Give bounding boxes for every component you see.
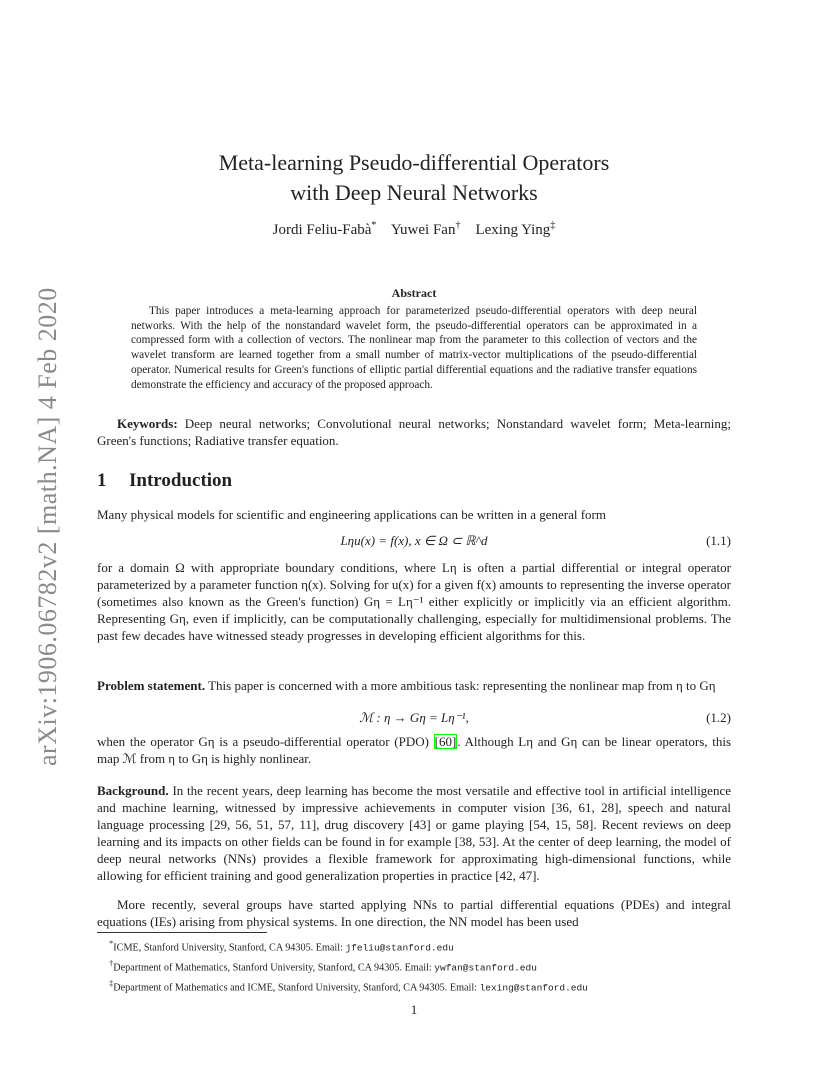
abstract-heading: Abstract (391, 286, 437, 300)
equation-body: Lηu(x) = f(x), x ∈ Ω ⊂ ℝ^d (340, 533, 488, 548)
footnote-mark: * (109, 938, 114, 948)
intro-paragraph-2: for a domain Ω with appropriate boundary conditions, where Lη is often a partial differential or integral operator parameterized by a parameter function η(x). Solving for u(x) for a given f(x) amounts to representing the inverse operator (sometimes also known as the Green's function) Gη = Lη⁻¹ either explicitly or implicitly via an efficient algorithm. Representing Gη, even if implicitly, can be computationally challenging, especially for multidimensional problems. The past few decades have witnessed steady progresses in developing efficient algorithms for this. (97, 560, 731, 643)
author-name: Lexing Ying (475, 222, 551, 238)
footnote (97, 976, 737, 996)
background-paragraph (97, 782, 731, 884)
author-mark: * (371, 220, 377, 231)
footnote-text: ICME, Stanford University, Stanford, CA 94305. Email: (113, 942, 346, 954)
page-number: 1 (410, 1002, 418, 1017)
text-run: . Although Lη and Gη can be linear operators, this map ℳ from η to Gη is highly nonlinear. (97, 734, 731, 766)
footnote-mark: † (109, 957, 114, 968)
equation-number: (1.2) (706, 710, 731, 725)
keywords-text: Deep neural networks; Convolutional neural networks; Nonstandard wavelet form; Meta-learning; Green's functions; Radiative transfer equation. (97, 416, 732, 448)
arxiv-identifier: arXiv:1906.06782v2 [math.NA] 4 Feb 2020 (33, 287, 62, 766)
author-mark: ‡ (550, 220, 556, 231)
problem-statement-text: This paper is concerned with a more ambitious task: representing the nonlinear map from η to Gη (208, 678, 716, 693)
paper-title (0, 148, 828, 208)
footnotes (97, 936, 737, 996)
equation-number: (1.1) (706, 533, 731, 548)
section-title: Introduction (129, 470, 233, 491)
background-label: Background. (97, 783, 169, 798)
problem-statement-paragraph (97, 677, 731, 694)
keywords-label: Keywords: (117, 416, 178, 431)
footnote (97, 936, 737, 956)
section-heading (97, 470, 731, 492)
footnote-text: Department of Mathematics, Stanford University, Stanford, CA 94305. Email: (113, 962, 435, 974)
background-text: In the recent years, deep learning has become the most versatile and effective tool in artificial intelligence and machine learning, witnessed by impressive achievements in computer vision [36, 61, 28], speech and natural language processing [29, 56, 51, 57, 11], drug discovery [43] or game playing [54, 15, 58]. Recent reviews on deep learning and its impacts on other fields can be found in for example [38, 53]. At the center of deep learning, the model of deep neural networks (NNs) provides a flexible framework for approximating high-dimensional functions, while allowing for efficient training and good generalization properties in practice [42, 47]. (97, 783, 731, 883)
footnote-email[interactable]: jfeliu@stanford.edu (345, 942, 454, 954)
footnote-mark: ‡ (109, 977, 114, 988)
footnote-email[interactable]: lexing@stanford.edu (479, 982, 588, 994)
footnote-text: Department of Mathematics and ICME, Stanford University, Stanford, CA 94305. Email: (113, 982, 480, 994)
problem-statement-continued (97, 733, 731, 767)
citation-link[interactable]: [60] (434, 734, 457, 749)
equation-1-1 (97, 533, 731, 550)
footnote-rule (97, 932, 267, 933)
arxiv-sidebar (8, 270, 62, 770)
author-mark: † (455, 220, 461, 231)
equation-body: ℳ : η → Gη = Lη⁻¹, (359, 710, 469, 725)
text-run: when the operator Gη is a pseudo-differential operator (PDO) (97, 734, 434, 749)
intro-paragraph-1: Many physical models for scientific and engineering applications can be written in a general form (97, 507, 606, 522)
abstract-text: This paper introduces a meta-learning approach for parameterized pseudo-differential operators with deep neural networks. With the help of the nonstandard wavelet form, the pseudo-differential operators can be approximated in a compressed form with a collection of vectors. The nonlinear map from the parameter to this collection of vectors and the wavelet transform are learned together from a small number of matrix-vector multiplications of the pseudo-differential operator. Numerical results for Green's functions of elliptic partial differential equations and the radiative transfer equations demonstrate the efficiency and accuracy of the proposed approach. (131, 305, 697, 391)
author-list (0, 220, 828, 239)
equation-1-2 (97, 710, 731, 727)
section-number: 1 (97, 470, 107, 491)
footnote-email[interactable]: ywfan@stanford.edu (434, 962, 537, 974)
title-line-1: Meta-learning Pseudo-differential Operators (218, 150, 610, 175)
problem-statement-label: Problem statement. (97, 678, 206, 693)
footnote (97, 956, 737, 976)
keywords-paragraph (97, 415, 731, 449)
title-line-2: with Deep Neural Networks (290, 180, 538, 205)
author-name: Yuwei Fan (390, 222, 456, 238)
author-name: Jordi Feliu-Fabà (272, 222, 372, 238)
more-recently-paragraph: More recently, several groups have started applying NNs to partial differential equations (PDEs) and integral equations (IEs) arising from physical systems. In one direction, the NN model has been used (97, 897, 731, 929)
